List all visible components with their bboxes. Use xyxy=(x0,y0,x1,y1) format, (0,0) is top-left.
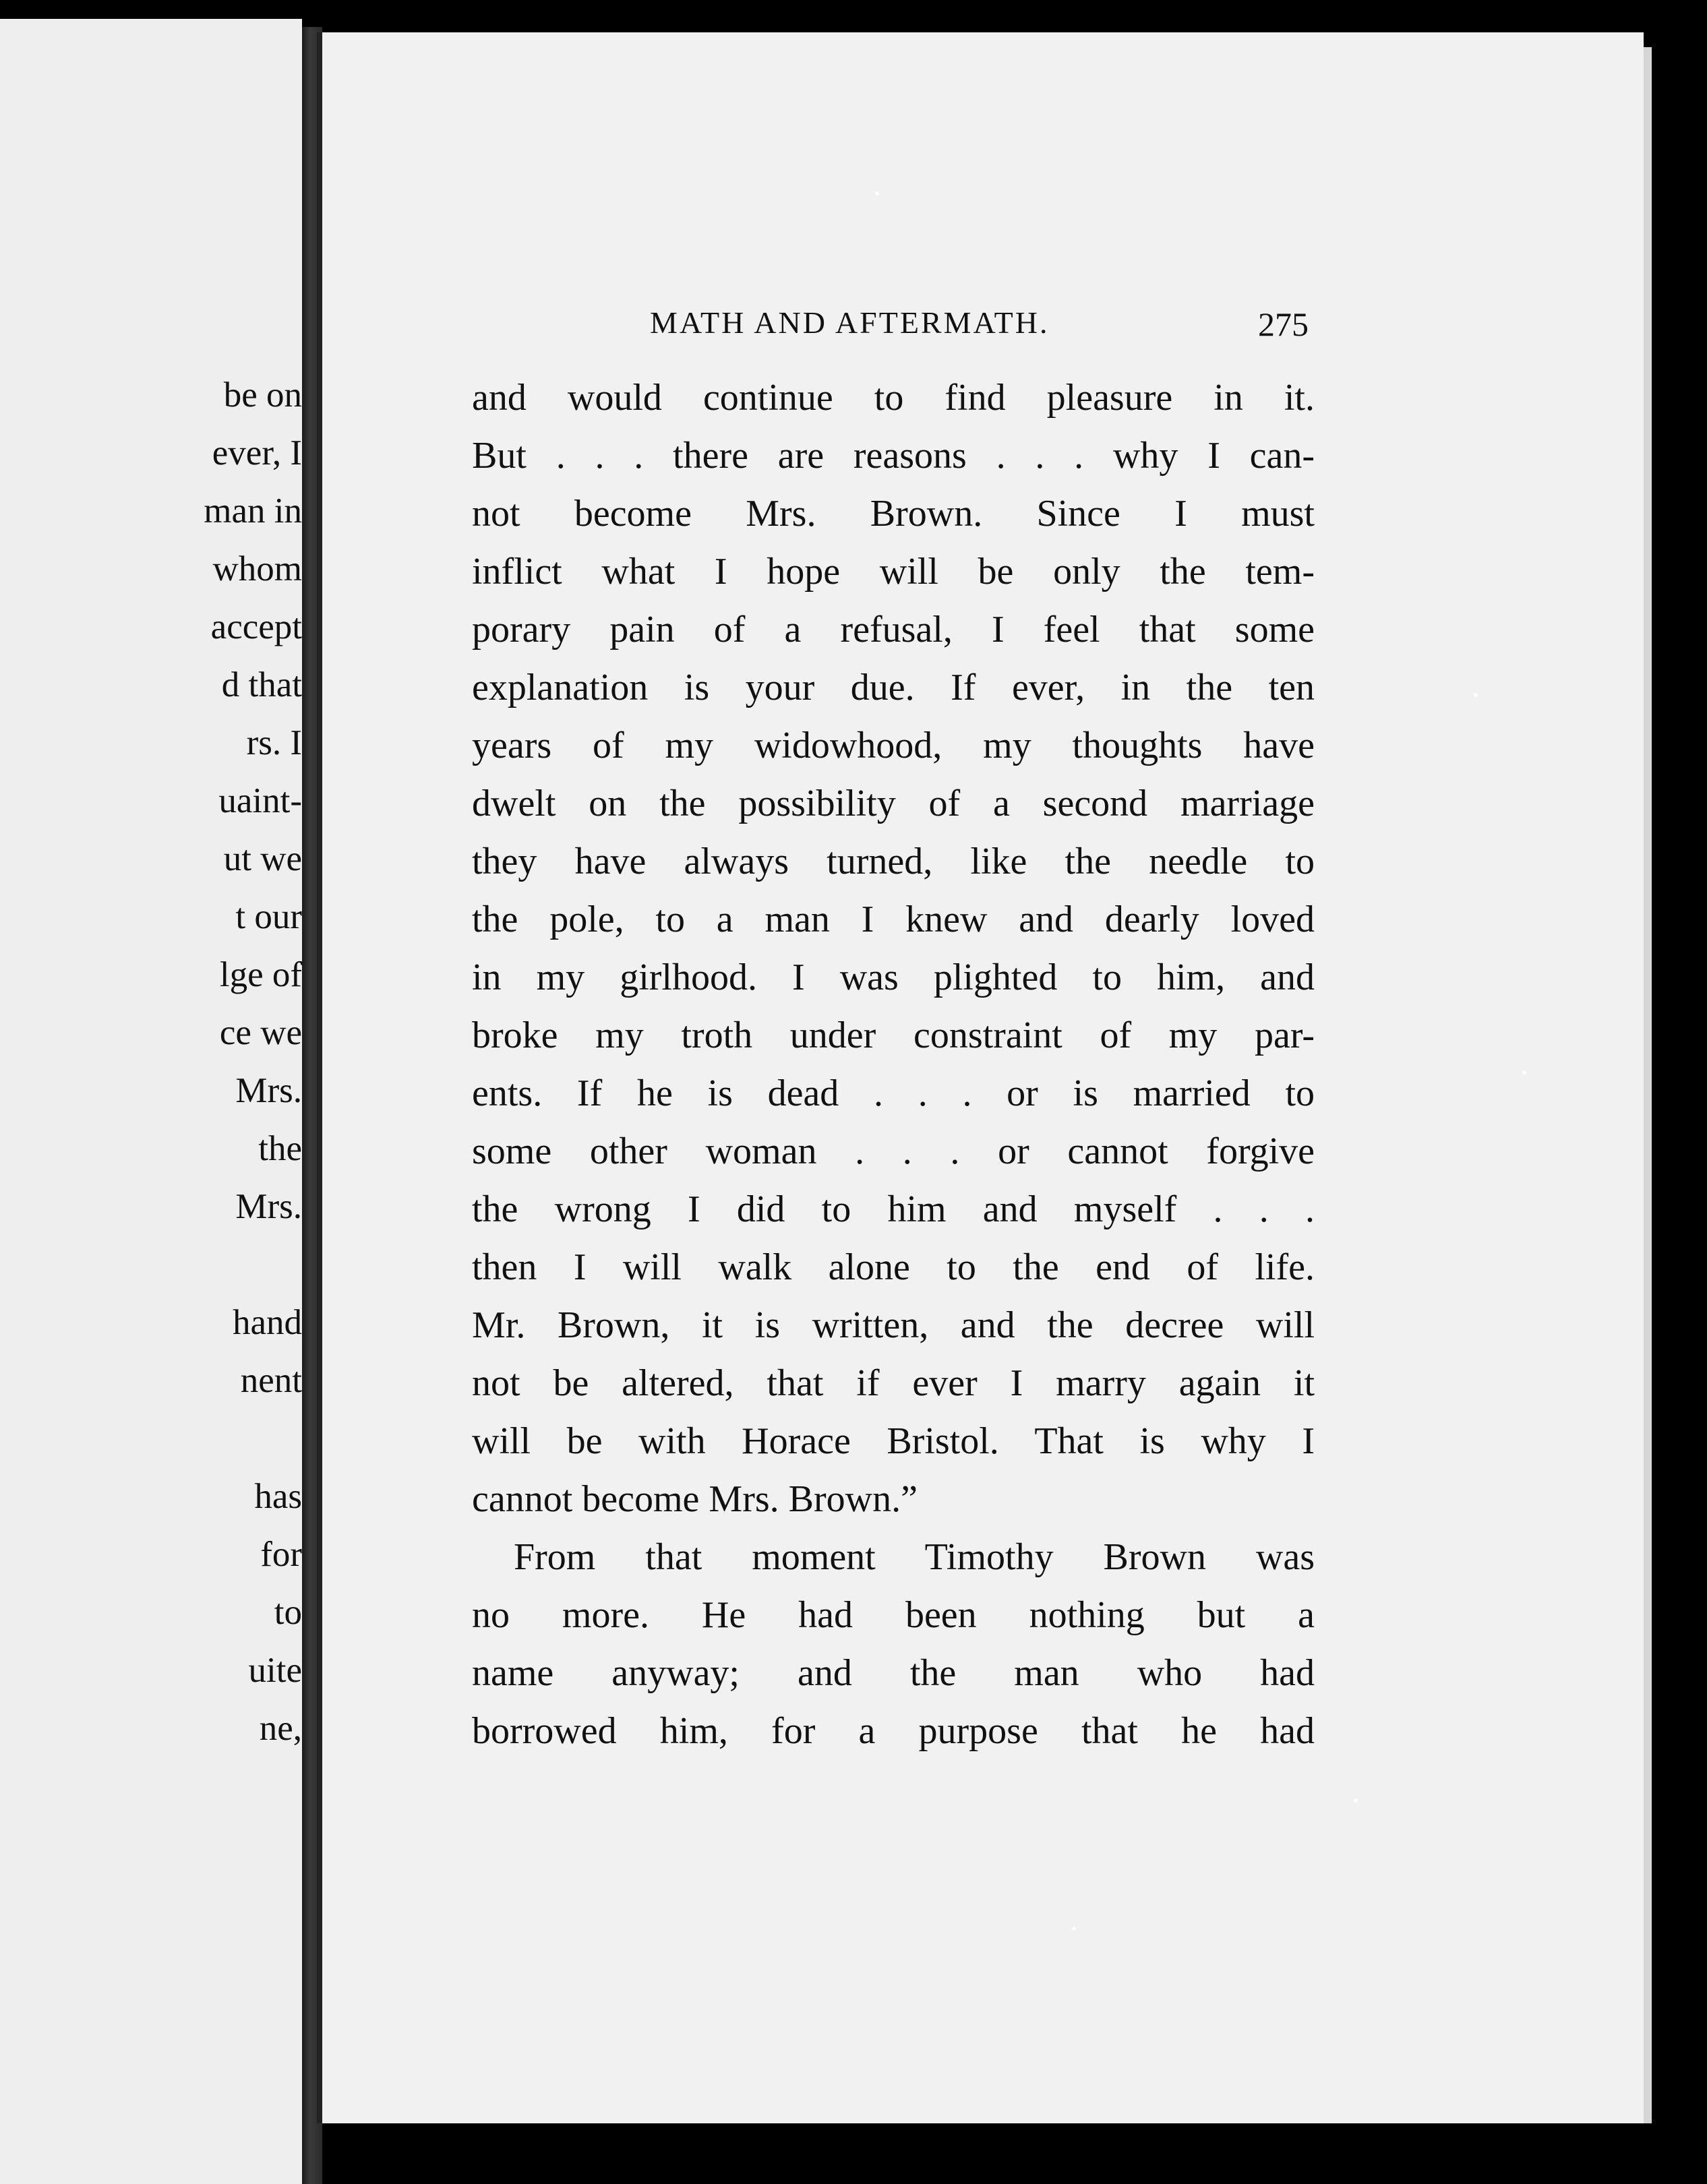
left-page-line: ce we xyxy=(219,1013,302,1052)
left-page-line: Mrs. xyxy=(235,1187,302,1226)
paper-speck xyxy=(1522,1070,1526,1074)
left-page-line: be on xyxy=(223,375,302,415)
left-page-line: uite xyxy=(248,1651,302,1690)
text-line: From that moment Timothy Brown was xyxy=(514,1536,1315,1578)
text-line: the pole, to a man I knew and dearly loved xyxy=(472,899,1315,940)
left-page-line: Mrs. xyxy=(235,1071,302,1110)
left-page-line: to xyxy=(274,1593,302,1632)
running-head: MATH AND AFTERMATH. xyxy=(650,305,1050,340)
text-line: Mr. Brown, it is written, and the decree will xyxy=(472,1304,1315,1346)
text-line: dwelt on the possibility of a second marriage xyxy=(472,783,1315,824)
paper-speck xyxy=(1354,1798,1358,1802)
left-page-line: rs. I xyxy=(246,723,302,762)
left-page-line: ne, xyxy=(259,1709,302,1748)
text-line: not become Mrs. Brown. Since I must xyxy=(472,493,1315,535)
left-page-line: ever, I xyxy=(212,433,302,473)
paper-speck xyxy=(875,191,879,195)
paper-speck xyxy=(1072,1927,1076,1931)
text-line: will be with Horace Bristol. That is why I xyxy=(472,1420,1315,1462)
text-line: not be altered, that if ever I marry again it xyxy=(472,1362,1315,1404)
left-page-line: ut we xyxy=(223,839,302,878)
left-page-line: the xyxy=(258,1129,302,1168)
left-page xyxy=(0,19,302,2184)
text-line: and would continue to find pleasure in it. xyxy=(472,377,1315,419)
text-line: then I will walk alone to the end of life. xyxy=(472,1246,1315,1288)
left-page-line: t our xyxy=(235,897,302,936)
text-line: explanation is your due. If ever, in the ten xyxy=(472,667,1315,708)
left-page-line: man in xyxy=(204,491,302,530)
text-line: the wrong I did to him and myself . . . xyxy=(472,1188,1315,1230)
left-page-line: accept xyxy=(210,607,302,646)
left-page-line: has xyxy=(254,1477,302,1516)
paper-speck xyxy=(1474,693,1478,697)
left-page-line: hand xyxy=(232,1303,302,1342)
text-line: porary pain of a refusal, I feel that some xyxy=(472,609,1315,650)
text-line: name anyway; and the man who had xyxy=(472,1652,1315,1694)
left-page-line: whom xyxy=(212,549,302,588)
text-line: some other woman . . . or cannot forgive xyxy=(472,1130,1315,1172)
left-page-line: for xyxy=(260,1535,302,1574)
left-page-line: uaint- xyxy=(218,781,302,820)
text-line: inflict what I hope will be only the tem- xyxy=(472,551,1315,593)
text-line: cannot become Mrs. Brown.” xyxy=(472,1478,918,1520)
text-line: broke my troth under constraint of my par- xyxy=(472,1014,1315,1056)
page-number: 275 xyxy=(1258,305,1309,343)
text-line: borrowed him, for a purpose that he had xyxy=(472,1710,1315,1752)
left-page-line: d that xyxy=(221,665,302,704)
text-line: years of my widowhood, my thoughts have xyxy=(472,725,1315,766)
left-page-line: lge of xyxy=(219,955,302,994)
text-line: But . . . there are reasons . . . why I can- xyxy=(472,435,1315,477)
text-line: ents. If he is dead . . . or is married to xyxy=(472,1072,1315,1114)
text-line: no more. He had been nothing but a xyxy=(472,1594,1315,1636)
left-page-line: nent xyxy=(240,1361,302,1400)
text-line: they have always turned, like the needle to xyxy=(472,841,1315,882)
text-line: in my girlhood. I was plighted to him, and xyxy=(472,957,1315,998)
